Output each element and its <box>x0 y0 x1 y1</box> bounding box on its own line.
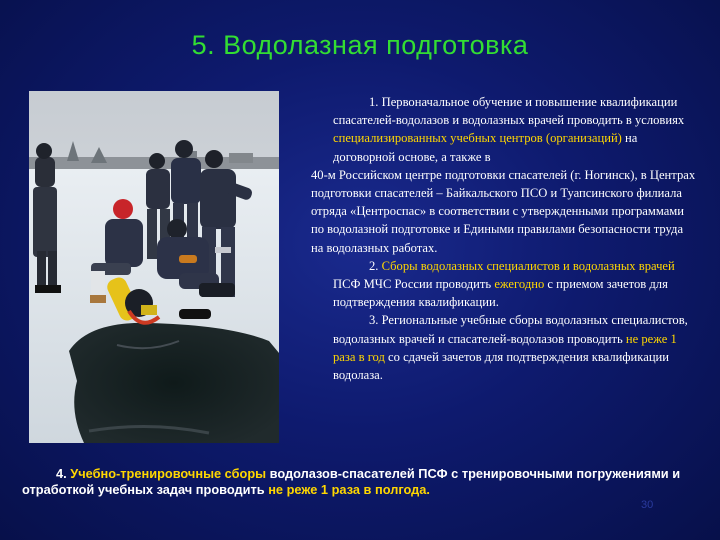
p1-line2: 40-м Российском центре подготовки спасателей (г. Ногинск), в Центрах подготовки спасателей – Байкальского ПСО и Туапсинского филиала отряда «Центроспас» в соответствии с утвержденными программами по водолазной подготовке и Едиными правилами безопасности труда на водолазных работах. <box>311 167 696 255</box>
p2-highlight2: ежегодно <box>494 277 545 292</box>
p2-highlight1: Сборы водолазных специалистов и водолазных врачей <box>381 258 675 273</box>
p3-lead: 3. Региональные учебные сборы водолазных специалистов, водолазных врачей и спасателей-водолазов проводить <box>333 313 688 346</box>
paragraph-1 <box>333 93 698 166</box>
paragraph-4 <box>22 466 702 498</box>
p4-highlight1: Учебно-тренировочные сборы <box>70 466 267 481</box>
p2-mid: ПСФ МЧС России проводить <box>333 277 495 292</box>
paragraph-1-continuation <box>311 166 698 257</box>
p4-highlight2: не реже 1 раза в полгода. <box>268 482 430 497</box>
p4-num: 4. <box>56 466 71 481</box>
paragraph-3 <box>333 311 698 384</box>
p1-lead: 1. Первоначальное обучение и повышение квалификации спасателей-водолазов и водолазных врачей проводить в условиях <box>333 95 685 128</box>
p4-mid: водолазов-спасателей ПСФ с тренировочными погружениями и отработкой учебных задач проводить <box>22 466 681 497</box>
p3-tail: со сдачей зачетов для подтверждения квалификации водолаза. <box>333 349 670 383</box>
page-number: 30 <box>641 499 654 511</box>
p1-tail: на договорной основе, а также в <box>333 131 638 164</box>
divers-photo <box>29 91 279 443</box>
p1-highlight: специализированных учебных центров (организаций) <box>333 131 622 146</box>
paragraph-2 <box>333 257 698 312</box>
p3-highlight: не реже 1 раза в год <box>333 331 677 364</box>
body-text <box>311 93 698 384</box>
slide-title: 5. Водолазная подготовка <box>191 30 529 60</box>
p2-num: 2. <box>369 258 382 273</box>
p2-tail: с приемом зачетов для подтверждения квалификации. <box>333 277 668 310</box>
